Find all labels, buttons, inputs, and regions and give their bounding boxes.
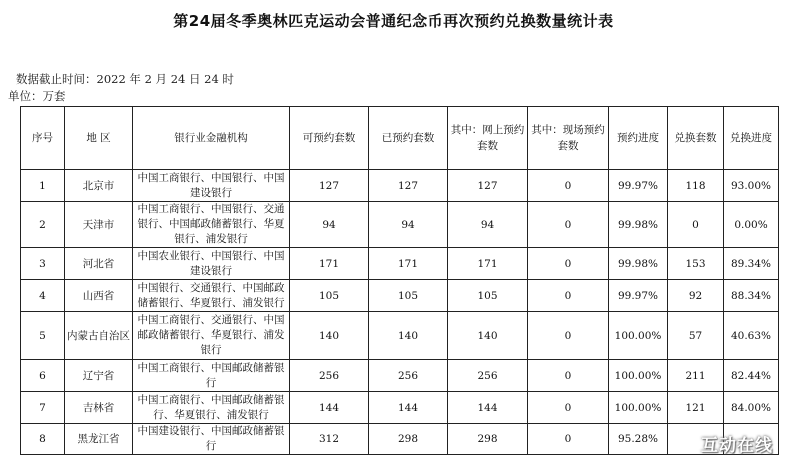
cell-no: 8 [21, 424, 65, 455]
table-row [21, 248, 779, 280]
cell-institutions: 中国工商银行、中国邮政储蓄银行 [133, 360, 290, 392]
cell-available: 94 [290, 202, 369, 248]
header-institutions: 银行业金融机构 [133, 107, 290, 170]
cell-available: 127 [290, 170, 369, 202]
table-row [21, 360, 779, 392]
cell-no: 2 [21, 202, 65, 248]
cell-onsite: 0 [528, 392, 609, 424]
cell-institutions: 中国工商银行、中国银行、交通银行、中国邮政储蓄银行、华夏银行、浦发银行 [133, 202, 290, 248]
cell-reserve-progress: 100.00% [609, 360, 668, 392]
cell-exchanged: 118 [668, 170, 724, 202]
cell-reserve-progress: 100.00% [609, 392, 668, 424]
cell-reserved: 171 [369, 248, 448, 280]
cell-exchanged: 0 [668, 202, 724, 248]
cell-no: 7 [21, 392, 65, 424]
stats-table [20, 106, 779, 455]
header-exchanged: 兑换套数 [668, 107, 724, 170]
cell-exchanged: 92 [668, 280, 724, 312]
page-title: 第24届冬季奥林匹克运动会普通纪念币再次预约兑换数量统计表 [173, 12, 614, 30]
cell-reserved: 256 [369, 360, 448, 392]
cell-reserved: 140 [369, 312, 448, 360]
watermark-text: 互动在线 [701, 436, 773, 456]
cell-region: 北京市 [65, 170, 133, 202]
cell-region: 内蒙古自治区 [65, 312, 133, 360]
cell-exchanged: 153 [668, 248, 724, 280]
data-deadline: 数据截止时间：2022 年 2 月 24 日 24 时 [16, 72, 234, 86]
header-reserved: 已预约套数 [369, 107, 448, 170]
unit-label: 单位：万套 [8, 89, 66, 103]
cell-reserve-progress: 99.98% [609, 248, 668, 280]
cell-region: 河北省 [65, 248, 133, 280]
cell-online: 140 [448, 312, 528, 360]
cell-no: 4 [21, 280, 65, 312]
cell-exchange-progress: 82.44% [724, 360, 779, 392]
header-online: 其中：网上预约套数 [448, 107, 528, 170]
cell-online: 256 [448, 360, 528, 392]
watermark [669, 431, 773, 456]
table-row [21, 202, 779, 248]
cell-region: 山西省 [65, 280, 133, 312]
cell-institutions: 中国工商银行、交通银行、中国邮政储蓄银行、华夏银行、浦发银行 [133, 312, 290, 360]
cell-exchanged: 211 [668, 360, 724, 392]
cell-reserve-progress: 99.97% [609, 170, 668, 202]
cell-reserved: 127 [369, 170, 448, 202]
cell-institutions: 中国银行、交通银行、中国邮政储蓄银行、华夏银行、浦发银行 [133, 280, 290, 312]
cell-reserved: 298 [369, 424, 448, 455]
cell-onsite: 0 [528, 170, 609, 202]
cell-region: 辽宁省 [65, 360, 133, 392]
cell-exchange-progress: 40.63% [724, 312, 779, 360]
table-row [21, 424, 779, 455]
cell-reserve-progress: 95.28% [609, 424, 668, 455]
header-reserve-progress: 预约进度 [609, 107, 668, 170]
wechat-icon [669, 434, 695, 454]
cell-no: 6 [21, 360, 65, 392]
cell-no: 3 [21, 248, 65, 280]
cell-onsite: 0 [528, 360, 609, 392]
cell-online: 144 [448, 392, 528, 424]
cell-reserve-progress: 99.97% [609, 280, 668, 312]
table-header-row [21, 107, 779, 170]
cell-exchange-progress: 0.00% [724, 202, 779, 248]
cell-region: 黑龙江省 [65, 424, 133, 455]
cell-reserved: 94 [369, 202, 448, 248]
cell-institutions: 中国工商银行、中国银行、中国建设银行 [133, 170, 290, 202]
cell-reserve-progress: 100.00% [609, 312, 668, 360]
cell-online: 94 [448, 202, 528, 248]
cell-available: 140 [290, 312, 369, 360]
cell-available: 256 [290, 360, 369, 392]
table-row [21, 170, 779, 202]
cell-available: 312 [290, 424, 369, 455]
cell-onsite: 0 [528, 424, 609, 455]
cell-onsite: 0 [528, 280, 609, 312]
header-available: 可预约套数 [290, 107, 369, 170]
cell-exchange-progress: 84.00% [724, 392, 779, 424]
cell-reserve-progress: 99.98% [609, 202, 668, 248]
cell-exchange-progress: 88.34% [724, 280, 779, 312]
header-region: 地 区 [65, 107, 133, 170]
cell-online: 171 [448, 248, 528, 280]
table-row [21, 280, 779, 312]
cell-online: 298 [448, 424, 528, 455]
cell-online: 105 [448, 280, 528, 312]
header-onsite: 其中：现场预约套数 [528, 107, 609, 170]
cell-institutions: 中国建设银行、中国邮政储蓄银行 [133, 424, 290, 455]
cell-online: 127 [448, 170, 528, 202]
header-exchange-progress: 兑换进度 [724, 107, 779, 170]
cell-institutions: 中国工商银行、中国邮政储蓄银行、华夏银行、浦发银行 [133, 392, 290, 424]
cell-available: 144 [290, 392, 369, 424]
cell-exchange-progress: 93.00% [724, 170, 779, 202]
cell-reserved: 144 [369, 392, 448, 424]
cell-exchanged: 57 [668, 312, 724, 360]
header-no: 序号 [21, 107, 65, 170]
cell-no: 1 [21, 170, 65, 202]
cell-onsite: 0 [528, 248, 609, 280]
cell-region: 天津市 [65, 202, 133, 248]
cell-region: 吉林省 [65, 392, 133, 424]
cell-exchanged: 121 [668, 392, 724, 424]
cell-no: 5 [21, 312, 65, 360]
cell-available: 105 [290, 280, 369, 312]
table-row [21, 312, 779, 360]
cell-institutions: 中国农业银行、中国银行、中国建设银行 [133, 248, 290, 280]
cell-available: 171 [290, 248, 369, 280]
cell-onsite: 0 [528, 202, 609, 248]
table-row [21, 392, 779, 424]
cell-reserved: 105 [369, 280, 448, 312]
cell-exchange-progress: 89.34% [724, 248, 779, 280]
cell-onsite: 0 [528, 312, 609, 360]
